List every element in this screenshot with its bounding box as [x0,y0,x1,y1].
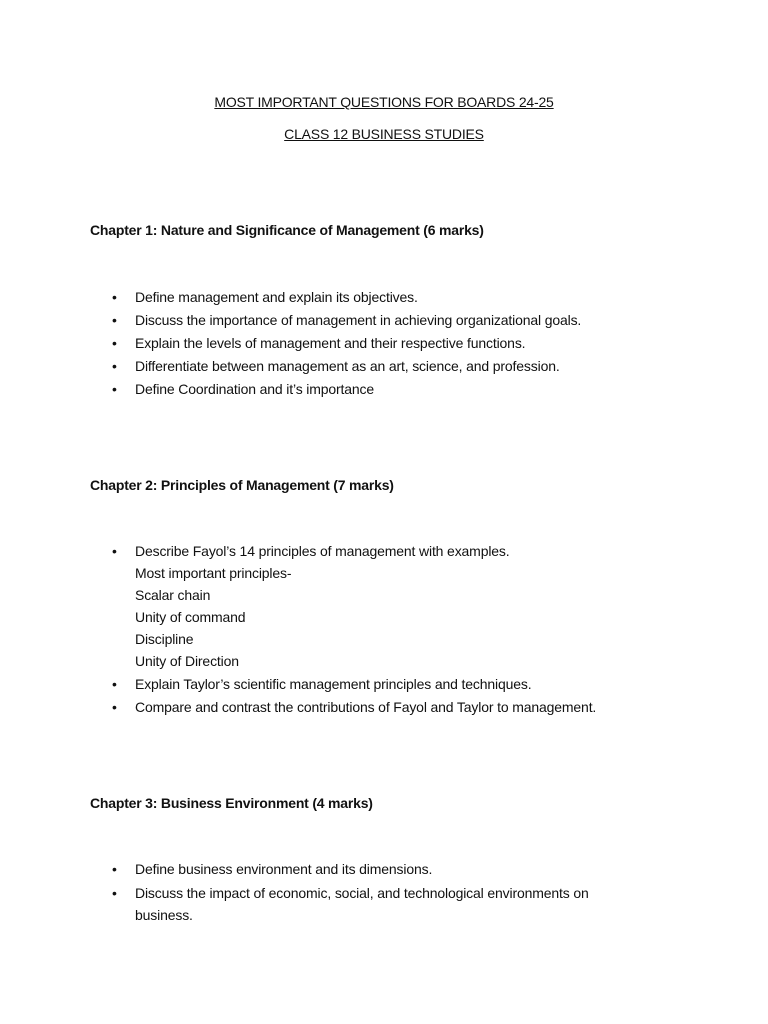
sub-line: Most important principles- [135,565,292,581]
question-text: Explain the levels of management and their respective functions. [135,335,526,351]
sub-line: Unity of Direction [135,653,239,669]
sub-line: Scalar chain [135,587,211,603]
question-text: Describe Fayol’s 14 principles of management with examples. [135,543,510,559]
question-text-continued: business. [135,907,193,923]
list-item [110,286,650,308]
question-text: Discuss the impact of economic, social, and technological environments on [135,885,589,901]
sub-line: Discipline [135,631,194,647]
bullet-icon: • [112,289,117,305]
sub-line: Unity of command [135,609,246,625]
list-item [110,882,650,926]
chapter-1-heading: Chapter 1: Nature and Significance of Management (6 marks) [90,222,484,238]
bullet-icon: • [112,861,117,877]
question-text: Define business environment and its dimensions. [135,861,433,877]
chapter-3-heading: Chapter 3: Business Environment (4 marks) [90,795,373,811]
bullet-icon: • [112,543,117,559]
bullet-icon: • [112,312,117,328]
list-item [110,673,650,695]
list-item [110,378,650,400]
question-text: Define Coordination and it’s importance [135,381,375,397]
document-title: MOST IMPORTANT QUESTIONS FOR BOARDS 24-25 [214,94,554,110]
list-item [110,309,650,331]
chapter-3-question-list [110,858,650,926]
list-item [110,696,650,718]
bullet-icon: • [112,358,117,374]
bullet-icon: • [112,381,117,397]
list-item [110,858,650,880]
question-text: Define management and explain its objectives. [135,289,418,305]
bullet-icon: • [112,885,117,901]
bullet-icon: • [112,699,117,715]
chapter-2-question-list [110,540,650,718]
bullet-icon: • [112,335,117,351]
question-text: Differentiate between management as an art, science, and profession. [135,358,560,374]
question-text: Discuss the importance of management in achieving organizational goals. [135,312,582,328]
question-text: Compare and contrast the contributions of Fayol and Taylor to management. [135,699,597,715]
bullet-icon: • [112,676,117,692]
list-item [110,332,650,354]
question-text: Explain Taylor’s scientific management principles and techniques. [135,676,532,692]
chapter-1-question-list [110,286,650,400]
list-item [110,540,650,672]
document-subtitle: CLASS 12 BUSINESS STUDIES [284,126,484,142]
list-item [110,355,650,377]
chapter-2-heading: Chapter 2: Principles of Management (7 marks) [90,477,394,493]
